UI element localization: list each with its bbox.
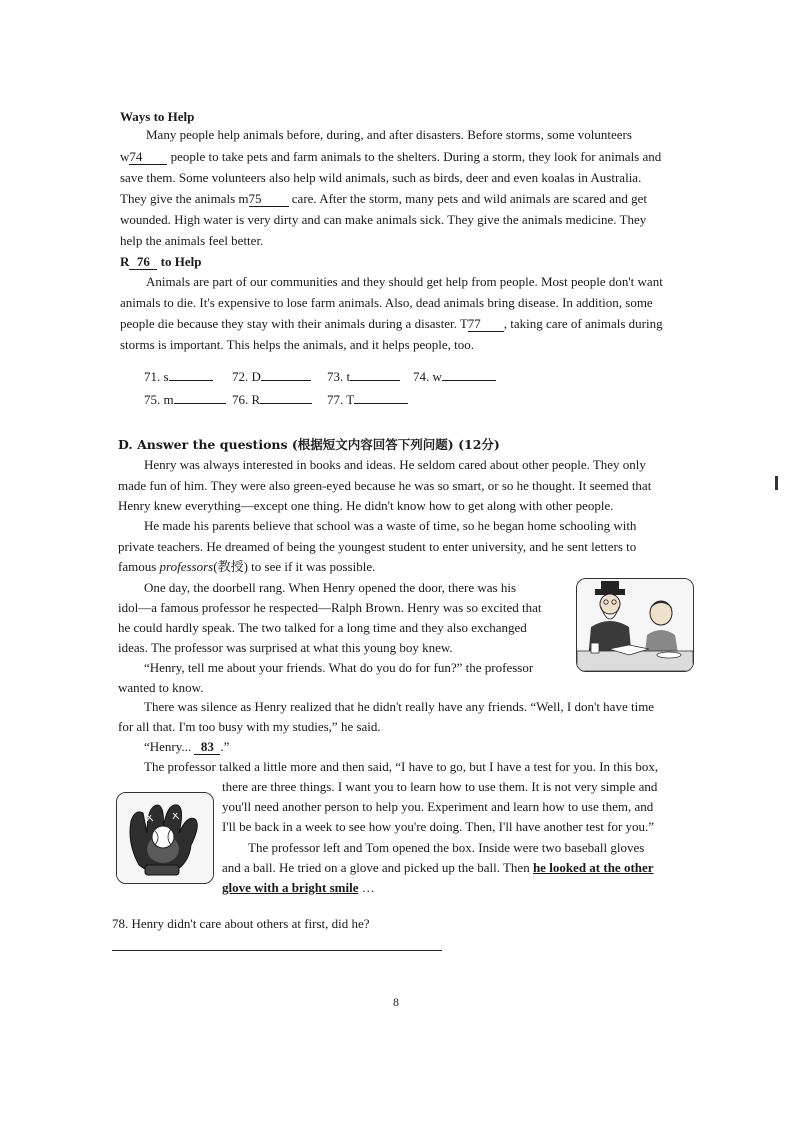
underlined-phrase: he looked at the other bbox=[532, 860, 654, 875]
answer-label: 72. D bbox=[232, 369, 261, 384]
answer-blank-77 bbox=[327, 391, 408, 409]
page-number: 8 bbox=[393, 995, 399, 1009]
blank-76: 76 bbox=[129, 255, 157, 270]
paragraph-line: He made his parents believe that school was a waste of time, so he began home schooling with bbox=[144, 518, 637, 533]
paragraph-line: The professor left and Tom opened the box. Inside were two baseball gloves bbox=[248, 840, 645, 855]
scan-margin-mark bbox=[775, 476, 778, 490]
answer-line bbox=[261, 368, 311, 381]
answer-blank-72 bbox=[232, 368, 311, 386]
paragraph-line: for all that. I'm too busy with my studies,” he said. bbox=[118, 719, 381, 734]
text-fragment: people to take pets and farm animals to the shelters. During a storm, they look for animals and bbox=[170, 149, 662, 164]
baseball-glove-illustration bbox=[116, 792, 214, 884]
section-heading-ways-to-help: Ways to Help bbox=[120, 109, 195, 124]
paragraph-line: private teachers. He dreamed of being the youngest student to enter university, and he sent letters to bbox=[118, 539, 637, 554]
text-fragment: famous bbox=[118, 559, 160, 574]
answer-row-2 bbox=[144, 391, 704, 411]
paragraph-line: Henry was always interested in books and ideas. He seldom cared about other people. They only bbox=[144, 457, 646, 472]
text-fragment: They give the animals m bbox=[120, 191, 249, 206]
text-fragment: to Help bbox=[160, 254, 202, 269]
text-fragment: … bbox=[358, 880, 375, 895]
question-78: 78. Henry didn't care about others at first, did he? bbox=[112, 916, 370, 931]
paragraph-line bbox=[120, 189, 700, 210]
paragraph-line: Many people help animals before, during, and after disasters. Before storms, some volunteers bbox=[146, 127, 632, 142]
answer-label: 71. s bbox=[144, 369, 169, 384]
answer-label: 74. w bbox=[413, 369, 442, 384]
answer-line bbox=[350, 368, 400, 381]
answer-label: 73. t bbox=[327, 369, 351, 384]
professor-and-boy-icon bbox=[577, 579, 693, 671]
paragraph-line bbox=[120, 147, 700, 168]
answer-label: 75. m bbox=[144, 392, 174, 407]
text-fragment: “Henry... bbox=[144, 739, 195, 754]
text-fragment: (教授) to see if it was possible. bbox=[213, 559, 376, 574]
answer-blank-73 bbox=[327, 368, 400, 386]
answer-line bbox=[260, 391, 312, 404]
paragraph-line: save them. Some volunteers also help wild animals, such as birds, deer and even koalas in Australia. bbox=[120, 170, 642, 185]
answer-blank-74 bbox=[413, 368, 496, 386]
paragraph-line: wanted to know. bbox=[118, 680, 204, 695]
underlined-phrase: glove with a bright smile bbox=[222, 880, 359, 895]
text-fragment: and a ball. He tried on a glove and picked up the ball. Then bbox=[222, 860, 533, 875]
paragraph-line bbox=[118, 557, 696, 578]
professor-and-boy-illustration bbox=[576, 578, 694, 672]
paragraph-line: There was silence as Henry realized that he didn't really have any friends. “Well, I don't have time bbox=[144, 699, 655, 714]
paragraph-line: One day, the doorbell rang. When Henry opened the door, there was his bbox=[144, 580, 517, 595]
answer-blank-71 bbox=[144, 368, 213, 386]
answer-blank-76 bbox=[232, 391, 312, 409]
answer-label: 76. R bbox=[232, 392, 261, 407]
text-fragment: , taking care of animals during bbox=[503, 316, 663, 331]
blank-77: 77 bbox=[468, 317, 504, 332]
paragraph-line bbox=[222, 858, 694, 879]
paragraph-line: wounded. High water is very dirty and can make animals sick. They give the animals medicine. They bbox=[120, 212, 647, 227]
answer-line bbox=[169, 368, 213, 381]
blank-83: 83 bbox=[194, 740, 220, 755]
text-fragment: R bbox=[120, 254, 130, 269]
paragraph-line: you'll need another person to help you. Experiment and learn how to use them, and bbox=[222, 799, 654, 814]
paragraph-line bbox=[222, 878, 694, 899]
paragraph-line: Animals are part of our communities and they should get help from people. Most people don't want bbox=[146, 274, 663, 289]
paragraph-line: animals to die. It's expensive to lose farm animals. Also, dead animals bring disease. In addition, some bbox=[120, 295, 653, 310]
answer-line bbox=[174, 391, 226, 404]
baseball-glove-icon bbox=[117, 793, 213, 883]
paragraph-line: Henry knew everything—except one thing. He didn't know how to get along with other people. bbox=[118, 498, 614, 513]
answer-row-1 bbox=[144, 368, 704, 388]
paragraph-line: help the animals feel better. bbox=[120, 233, 264, 248]
paragraph-line bbox=[144, 737, 544, 758]
paragraph-line: The professor talked a little more and then said, “I have to go, but I have a test for you. In this box, bbox=[144, 759, 659, 774]
paragraph-line: made fun of him. They were also green-eyed because he was so smart, or so he thought. It seemed that bbox=[118, 478, 652, 493]
section-d-heading: D. Answer the questions (根据短文内容回答下列问题) (12分) bbox=[118, 437, 500, 452]
paragraph-line bbox=[120, 314, 700, 335]
blank-75: 75 bbox=[249, 192, 289, 207]
text-fragment: w bbox=[120, 149, 130, 164]
answer-label: 77. T bbox=[327, 392, 355, 407]
paragraph-line: storms is important. This helps the animals, and it helps people, too. bbox=[120, 337, 474, 352]
italic-word: professors bbox=[159, 559, 214, 574]
paragraph-line: there are three things. I want you to learn how to use them. It is not very simple and bbox=[222, 779, 658, 794]
paragraph-line: ideas. The professor was surprised at what this young boy knew. bbox=[118, 640, 453, 655]
text-fragment: .” bbox=[220, 739, 230, 754]
text-fragment: care. After the storm, many pets and wild animals are scared and get bbox=[291, 191, 647, 206]
section-heading-reasons-to-help bbox=[120, 253, 201, 271]
answer-line bbox=[354, 391, 408, 404]
paragraph-line: he could hardly speak. The two talked for a long time and they also exchanged bbox=[118, 620, 527, 635]
answer-line bbox=[442, 368, 496, 381]
answer-blank-75 bbox=[144, 391, 226, 409]
paragraph-line: I'll be back in a week to see how you're doing. Then, I'll have another test for you.” bbox=[222, 819, 655, 834]
paragraph-line: idol—a famous professor he respected—Ralph Brown. Henry was so excited that bbox=[118, 600, 542, 615]
answer-line-78 bbox=[112, 950, 442, 951]
text-fragment: people die because they stay with their animals during a disaster. T bbox=[120, 316, 468, 331]
blank-74: 74 bbox=[129, 150, 167, 165]
paragraph-line: “Henry, tell me about your friends. What do you do for fun?” the professor bbox=[144, 660, 534, 675]
